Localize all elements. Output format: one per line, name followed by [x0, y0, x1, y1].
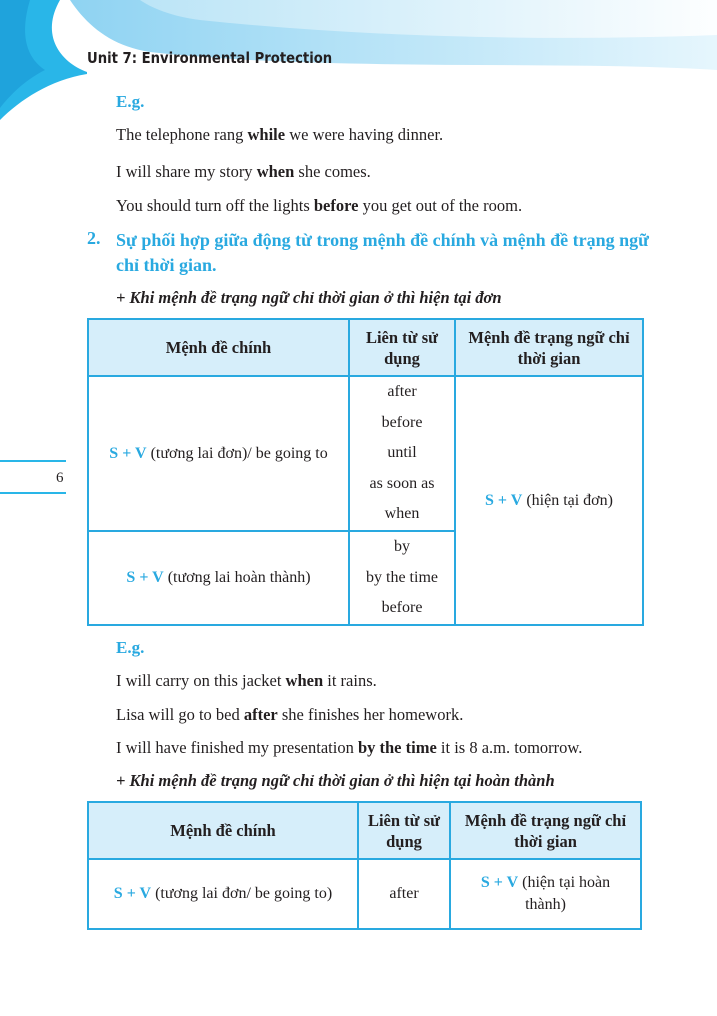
example-label: E.g.: [116, 92, 145, 111]
subheading-present-simple: + Khi mệnh đề trạng ngữ chỉ thời gian ở thì hiện tại đơn: [116, 288, 502, 307]
tense-table-present-perfect: [87, 801, 642, 930]
col-header-main-clause: Mệnh đề chính: [88, 319, 349, 376]
main-clause-future-simple: S + V (tương lai đơn)/ be going to: [88, 376, 349, 531]
col-header-main-clause: Mệnh đề chính: [88, 802, 358, 859]
example-sentence: You should turn off the lights before you get out of the room.: [116, 196, 523, 215]
col-header-conjunction: Liên từ sử dụng: [349, 319, 455, 376]
col-header-time-clause: Mệnh đề trạng ngữ chỉ thời gian: [455, 319, 643, 376]
conjunction-list: after before until as soon as when: [349, 376, 455, 531]
example-label: E.g.: [116, 638, 145, 657]
section-title: Sự phối hợp giữa động từ trong mệnh đề chính và mệnh đề trạng ngữ chỉ thời gian.: [116, 230, 649, 275]
unit-title: Unit 7: Environmental Protection: [87, 49, 333, 67]
col-header-conjunction: Liên từ sử dụng: [358, 802, 450, 859]
example-sentence: I will have finished my presentation by the time it is 8 a.m. tomorrow.: [116, 738, 583, 757]
example-sentence: The telephone rang while we were having dinner.: [116, 125, 444, 144]
time-clause-present-simple: S + V (hiện tại đơn): [455, 376, 643, 625]
example-sentence: I will share my story when she comes.: [116, 162, 371, 181]
col-header-time-clause: Mệnh đề trạng ngữ chỉ thời gian: [450, 802, 641, 859]
subheading-present-perfect: + Khi mệnh đề trạng ngữ chỉ thời gian ở thì hiện tại hoàn thành: [116, 771, 555, 790]
section-number: 2.: [87, 228, 101, 248]
conjunction-list: by by the time before: [349, 531, 455, 625]
time-clause-present-perfect: S + V (hiện tại hoàn thành): [450, 859, 641, 929]
page-number-rule-top: [0, 460, 66, 462]
page-number-rule-bottom: [0, 492, 66, 494]
main-clause-future-perfect: S + V (tương lai hoàn thành): [88, 531, 349, 625]
example-sentence: I will carry on this jacket when it rains.: [116, 671, 377, 690]
tense-table-present-simple: [87, 318, 644, 626]
conjunction-after: after: [358, 859, 450, 929]
main-clause-future-simple: S + V (tương lai đơn/ be going to): [88, 859, 358, 929]
example-sentence: Lisa will go to bed after she finishes her homework.: [116, 705, 464, 724]
page-number: 6: [56, 470, 64, 486]
